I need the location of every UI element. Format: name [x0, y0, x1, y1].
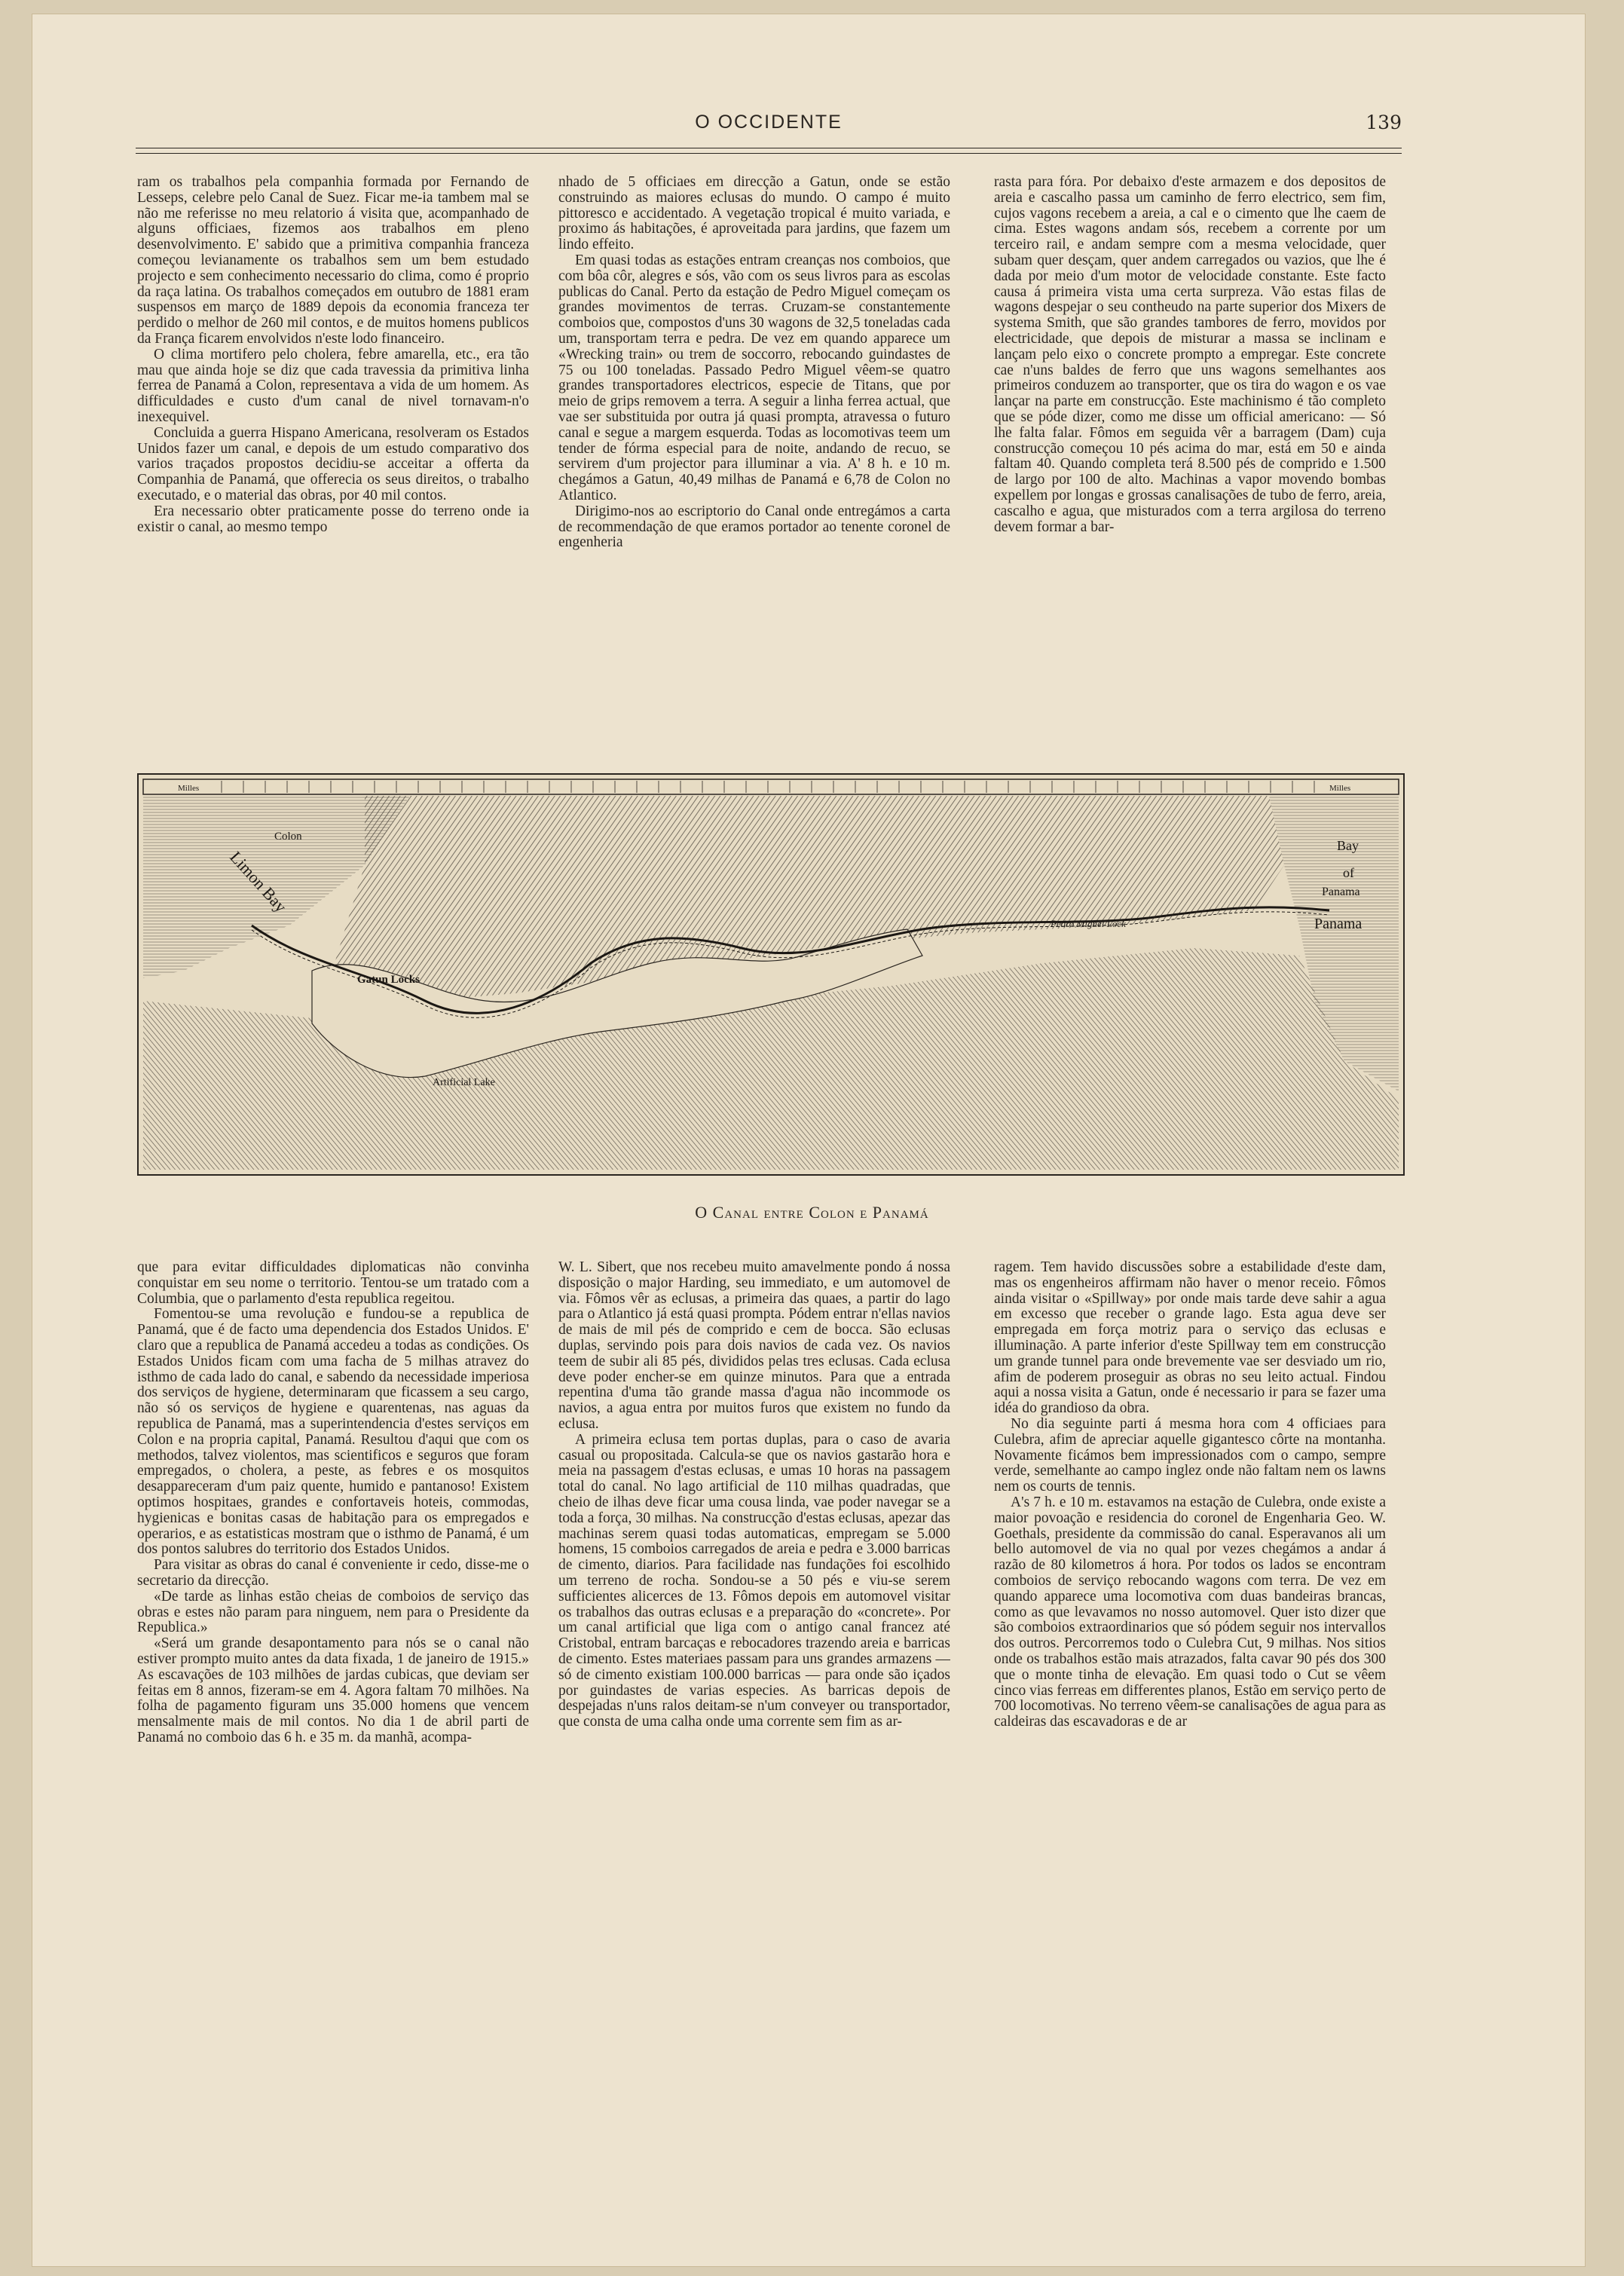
- paragraph: que para evitar difficuldades diplomaticas não convinha conquistar em seu nome o territorio. Tentou-se um tratado com a Columbia, que o parlamento d'esta republica regeitou.: [137, 1260, 529, 1307]
- header-rule: [136, 148, 1402, 154]
- paragraph: Dirigimo-nos ao escriptorio do Canal onde entregámos a carta de recommendação de que eramos portador ao tenente coronel de engenheria: [558, 503, 950, 551]
- journal-title: O OCCIDENTE: [695, 112, 843, 133]
- map-label-panama-city: Panama: [1314, 916, 1363, 932]
- paragraph: «Será um grande desapontamento para nós se o canal não estiver prompto muito antes da data fixada, 1 de janeiro de 1915.» As escavações de 103 milhões de jardas cubicas, que deviam ser feitas em 8 annos, fizeram-se em 4. Agora faltam 70 milhões. Na folha de pagamento figuram uns 35.000 homens que vencem mensalmente mais de mil contos. No dia 1 de abril parti de Panamá no comboio das 6 h. e 35 m. da manhã, acompa-: [137, 1635, 529, 1745]
- map-label-limon-bay: Limon Bay: [226, 847, 291, 916]
- paragraph: O clima mortifero pelo cholera, febre amarella, etc., era tão mau que ainda hoje se diz que cada travessia da primitiva linha ferrea de Panamá a Colon, representava a vida de um homem. As difficuldades e custo d'um canal de nivel tornavam-n'o inexequivel.: [137, 346, 529, 425]
- map-caption: O Canal entre Colon e Panamá: [695, 1203, 929, 1222]
- article-column-3-top: [994, 175, 1386, 719]
- paragraph: nhado de 5 officiaes em direcção a Gatun, onde se estão construindo as maiores eclusas do mundo. O campo é muito pittoresco e accidentado. A vegetação tropical é muito variada, e proximo ás habitações, é aproveitada para jardins, que fazem um lindo effeito.: [558, 175, 950, 253]
- canal-map: [137, 773, 1405, 1176]
- paragraph: A's 7 h. e 10 m. estavamos na estação de Culebra, onde existe a maior povoação e residencia do coronel de Engenharia Geo. W. Goethals, presidente da commissão do canal. Esperavanos ali um bello automovel de via no qual por vezes chegámos a andar á razão de 80 kilometros á hora. Por todos os lados se encontram comboios de serviço rebocando wagons com terra. De vez em quando apparece uma locomotiva com duas bandeiras brancas, como as que levavamos no nosso automovel. Quer isto dizer que são comboios extraordinarios que só pódem seguir nos intervallos dos outros. Percorremos todo o Culebra Cut, 9 milhas. Nos sitios onde os trabalhos estão mais atrazados, falta cavar 90 pés dos 300 que o monte tinha de elevação. Em quasi todo o Cut se vêem cinco vias ferreas em differentes planos, Estão em serviço perto de 700 locomotivas. No terreno vêem-se canalisações de agua para as caldeiras das escavadoras e de ar: [994, 1494, 1386, 1730]
- paragraph: Fomentou-se uma revolução e fundou-se a republica de Panamá, que é de facto uma dependencia dos Estados Unidos. E' claro que a republica de Panamá accedeu a todas as condições. Os Estados Unidos ficam com uma facha de 5 milhas atravez do isthmo de cada lado do canal, e sabendo da necessidade imperiosa dos serviços de hygiene, determinaram que ficassem a seu cargo, não só os serviços de hygiene e quarentenas, nas aguas da republica de Panamá, mas a superintendencia d'estes serviços em Colon e na propria capital, Panamá. Resultou d'aqui que com os methodos, talvez violentos, mas scientificos e seguros que foram empregados, o cholera, a peste, as febres e os mosquitos desappareceram d'um paiz quente, humido e pantanoso! Existem optimos hospitaes, grandes e confortaveis hoteis, commodas, hygienicas e bonitas casas de habitação para os empregados e operarios, e as estatisticas mostram que o isthmo de Panamá, é um dos pontos salubres do territorio dos Estados Unidos.: [137, 1306, 529, 1558]
- paragraph: «De tarde as linhas estão cheias de comboios de serviço das obras e estes não param para ninguem, nem para o Presidente da Republica.»: [137, 1588, 529, 1636]
- page-header: [136, 112, 1402, 142]
- map-label-pedro-miguel: Pedro Miguel Lock: [1051, 918, 1126, 929]
- paragraph: Era necessario obter praticamente posse do terreno onde ia existir o canal, ao mesmo tempo: [137, 503, 529, 535]
- map-label-of: of: [1343, 865, 1354, 880]
- scale-bar: [143, 779, 1399, 794]
- map-label-bay: Bay: [1337, 838, 1359, 853]
- paragraph: A primeira eclusa tem portas duplas, para o caso de avaria casual ou propositada. Calcula-se que os navios gastarão hora e meia na passagem d'estas eclusas, e umas 10 horas na passagem total do canal. No lago artificial de 110 milhas quadradas, que cheio de ilhas deve ficar uma cousa linda, vae poder navegar se a toda a força, 30 milhas. Na construcção d'estas eclusas, apezar das machinas serem quasi todas automaticas, empregam se 5.000 homens, 15 comboios carregados de areia e pedra e 3.000 barricas de cimento, diarios. Para facilidade nas fundações foi escolhido um terreno de rocha. Sondou-se a 50 pés e viu-se serem sufficientes alicerces de 13. Fômos depois em automovel visitar os trabalhos das outras eclusas e a preparação do «concrete». Por um canal artificial que liga com o antigo canal francez até Cristobal, entram barcaças e rebocadores trazendo areia e barricas de cimento. Estes materiaes passam para uns grandes armazens — só de cimento existiam 100.000 barricas — para onde são içados por guindastes de varias especies. As barricas depois de despejadas n'uns ralos deitam-se n'um conveyer ou transportador, que consta de uma calha onde uma corrente sem fim as ar-: [558, 1431, 950, 1730]
- paragraph: No dia seguinte parti á mesma hora com 4 officiaes para Culebra, afim de apreciar aquelle gigantesco côrte na montanha. Novamente ficámos bem impressionados com o campo, sempre verde, semelhante ao campo inglez onde não faltam nem os lawns nem os courts de tennis.: [994, 1415, 1386, 1495]
- article-column-1-top: [137, 175, 529, 719]
- paragraph: Para visitar as obras do canal é conveniente ir cedo, disse-me o secretario da direcção.: [137, 1557, 529, 1589]
- map-illustration: [139, 775, 1403, 1174]
- article-column-3-bottom: [994, 1260, 1386, 2240]
- map-label-panama-bay: Panama: [1322, 886, 1360, 898]
- article-column-2-top: [558, 175, 950, 719]
- paragraph: W. L. Sibert, que nos recebeu muito amavelmente pondo á nossa disposição o major Harding, seu immediato, e um automovel de via. Fômos vêr as eclusas, a primeira das quaes, a partir do lago para o Atlantico já está quasi prompta. Pódem entrar n'ellas navios de mais de mil pés de comprido e cem de bocca. São eclusas duplas, servindo pois para dois navios de cada vez. Os navios teem de subir ali 85 pés, divididos pelas tres eclusas. Cada eclusa deve poder encher-se em quinze minutos. Para que a entrada repentina d'uma tão grande massa d'agua não incommode os navios, a agua entra por muitos furos que existem no fundo da eclusa.: [558, 1260, 950, 1432]
- article-column-1-bottom: [137, 1260, 529, 2240]
- scale-label-right: Milles: [1329, 784, 1351, 793]
- page-number: 139: [1366, 112, 1402, 133]
- map-label-artificial-lake: Artificial Lake: [433, 1077, 495, 1088]
- article-column-2-bottom: [558, 1260, 950, 2240]
- map-label-gatun-locks: Gatun Locks: [357, 974, 420, 986]
- paragraph: ragem. Tem havido discussões sobre a estabilidade d'este dam, mas os engenheiros affirmam não haver o menor receio. Fômos ainda visitar o «Spillway» por onde mais tarde deve sahir a agua em excesso que receber o grande lago. Esta agua deve ser empregada em força motriz para o serviço das eclusas e illuminação. A parte inferior d'este Spillway tem em construcção um grande tunnel para onde brevemente vae ser desviado um rio, afim de poderem proseguir as obras no seu leito actual. Findou aqui a nossa visita a Gatun, onde é necessario ir para se fazer uma idéa do grandioso da obra.: [994, 1260, 1386, 1417]
- scale-label-left: Milles: [178, 784, 200, 793]
- paragraph: ram os trabalhos pela companhia formada por Fernando de Lesseps, celebre pelo Canal de Suez. Ficar me-ia tambem mal se não me referisse no meu relatorio á visita que, acompanhado de alguns officiaes, fizemos aos trabalhos em pleno desenvolvimento. E' sabido que a primitiva companhia franceza começou levianamente os trabalhos sem um bem estudado projecto e sem conhecimento necessario do clima, como é proprio da raça latina. Os trabalhos começados em outubro de 1881 eram suspensos em março de 1889 depois da economia franceza ter perdido o melhor de 260 mil contos, e de muitos homens publicos da França ficarem envolvidos n'este lodo financeiro.: [137, 175, 529, 347]
- map-label-colon: Colon: [274, 831, 302, 843]
- paragraph: Em quasi todas as estações entram creanças nos comboios, que com bôa côr, alegres e sós, vão com os seus livros para as escolas publicas do Canal. Perto da estação de Pedro Miguel começam os grandes movimentos de terras. Cruzam-se constantemente comboios que, compostos d'uns 30 wagons de 32,5 toneladas cada um, transportam terra e pedra. De vez em quando apparece um «Wrecking train» ou trem de soccorro, rebocando guindastes de 75 ou 100 toneladas. Passado Pedro Miguel vêem-se quatro grandes transportadores electricos, especie de Titans, que por meio de grips removem a terra. A seguir a linha ferrea actual, que vae ser substituida por outra já quasi prompta, atravessa o futuro canal e segue a margem esquerda. Todas as locomotivas teem um tender de fórma especial para de noite, andando de recuo, se servirem d'um projector para illuminar a via. A' 8 h. e 10 m. chegámos a Gatun, 40,49 milhas de Panamá e 6,78 de Colon no Atlantico.: [558, 252, 950, 503]
- paragraph: Concluida a guerra Hispano Americana, resolveram os Estados Unidos fazer um canal, e depois de um estudo comparativo dos varios traçados propostos decidiu-se acceitar a offerta da Companhia de Panamá, que offerecia os seus direitos, o trabalho executado, e o material das obras, por 40 mil contos.: [137, 424, 529, 503]
- paragraph: rasta para fóra. Por debaixo d'este armazem e dos depositos de areia e cascalho passa um caminho de ferro electrico, sem fim, cujos vagons recebem a areia, a cal e o cimento que lhe caem de cima. Estes wagons andam sós, recebem a corrente por um terceiro rail, e andam sempre com a mesma velocidade, quer subam quer desçam, quer andem carregados ou vazios, que lhe é dada por meio d'um motor de velocidade constante. Este facto causa á primeira vista uma certa surpreza. Vão estas filas de wagons despejar o seu contheudo na parte superior dos Mixers de systema Smith, que são grandes tambores de ferro, movidos por electricidade, que depois de misturar a massa se inclinam e lançam pelo eixo o concrete prompto a empregar. Este concrete cae n'uns baldes de ferro que uns wagons semelhantes aos primeiros conduzem ao transporter, que os tira do wagon e os vae lançar na parte em construcção. Este machinismo é tão completo que se póde dizer, como me disse um official americano: — Só lhe falta falar. Fômos em seguida vêr a barragem (Dam) cuja construcção começou 10 pés acima do mar, está em 50 e ainda faltam 40. Quando completa terá 8.500 pés de comprido e 1.500 de largo por 100 de alto. Machinas a vapor movendo bombas expellem por longas e grossas canalisações de tubo de ferro, areia, cascalho e agua, que misturados com a terra argilosa do terreno devem formar a bar-: [994, 175, 1386, 535]
